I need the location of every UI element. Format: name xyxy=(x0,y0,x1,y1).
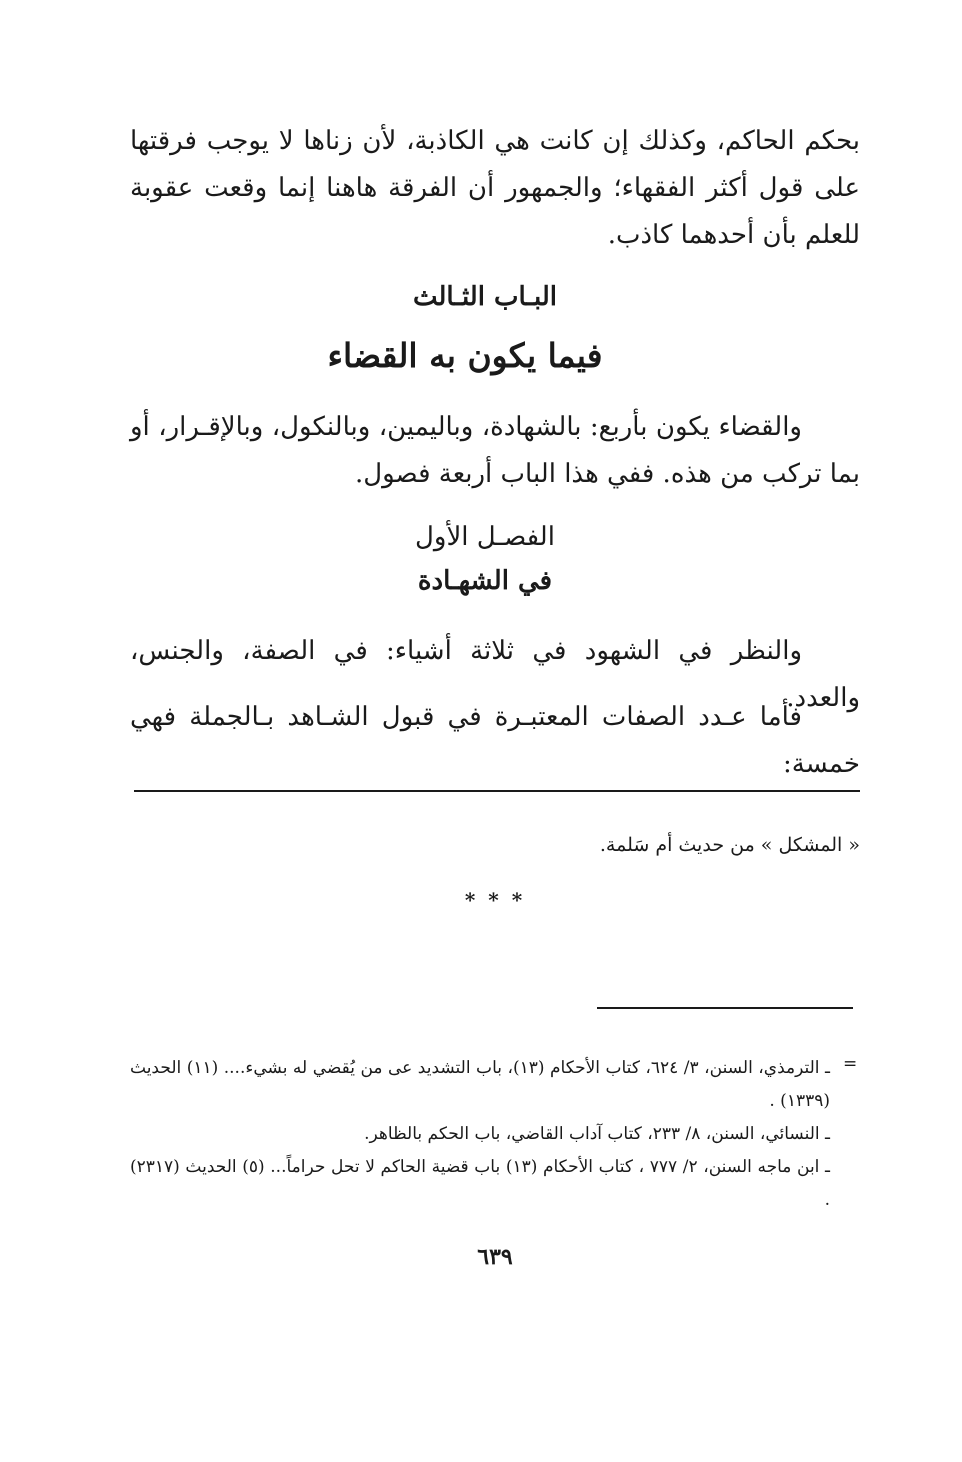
footnote-item: ـ الترمذي، السنن، ٣/ ٦٢٤، كتاب الأحكام (١٣)، باب التشديد عى من يُقضي له بشيء.... (١١) الحديث (١٣٣٩) . xyxy=(130,1058,830,1111)
paragraph-3: والنظر في الشهود في ثلاثة أشياء: في الصفة، والجنس، والعدد. xyxy=(130,636,860,713)
separator-stars: * * * xyxy=(464,888,526,912)
footnote-note: « المشكل » من حديث أم سَلمة. xyxy=(599,834,860,856)
section-label: الفصـل الأول xyxy=(415,522,555,552)
footnote-separator-rule xyxy=(134,790,860,792)
paragraph-1: بحكم الحاكم، وكذلك إن كانت هي الكاذبة، لأن زناها لا يوجب فرقتها على قول أكثر الفقهاء؛ والجمهور أن الفرقة هاهنا إنما وقعت عقوبة للعلم بأن أحدهما كاذب. xyxy=(130,126,860,250)
footnote-item: ـ ابن ماجه السنن، ٢/ ٧٧٧ ، كتاب الأحكام (١٣) باب قضية الحاكم لا تحل حراماً... (٥) الحديث (٢٣١٧) . xyxy=(130,1157,830,1210)
paragraph-4: فأما عـدد الصفات المعتبـرة في قبول الشـاهد بـالجملة فهي خمسة: xyxy=(130,702,860,779)
page-number: ٦٣٩ xyxy=(477,1244,513,1270)
paragraph-2: والقضاء يكون بأربع: بالشهادة، وباليمين، وبالنكول، وبالإقـرار، أو بما تركب من هذه. ففي هذا الباب أربعة فصول. xyxy=(130,412,860,489)
footnotes xyxy=(130,1052,830,1217)
short-footnote-rule xyxy=(597,1007,853,1009)
continuation-mark: = xyxy=(843,1054,858,1074)
section-title: في الشهـادة xyxy=(417,566,553,596)
footnote-item: ـ النسائي، السنن، ٨/ ٢٣٣، كتاب آداب القاضي، باب الحكم بالظاهر. xyxy=(364,1124,830,1144)
chapter-title: فيما يكون به القضاء xyxy=(327,336,603,375)
chapter-label: البـاب الثـالث xyxy=(412,282,558,312)
